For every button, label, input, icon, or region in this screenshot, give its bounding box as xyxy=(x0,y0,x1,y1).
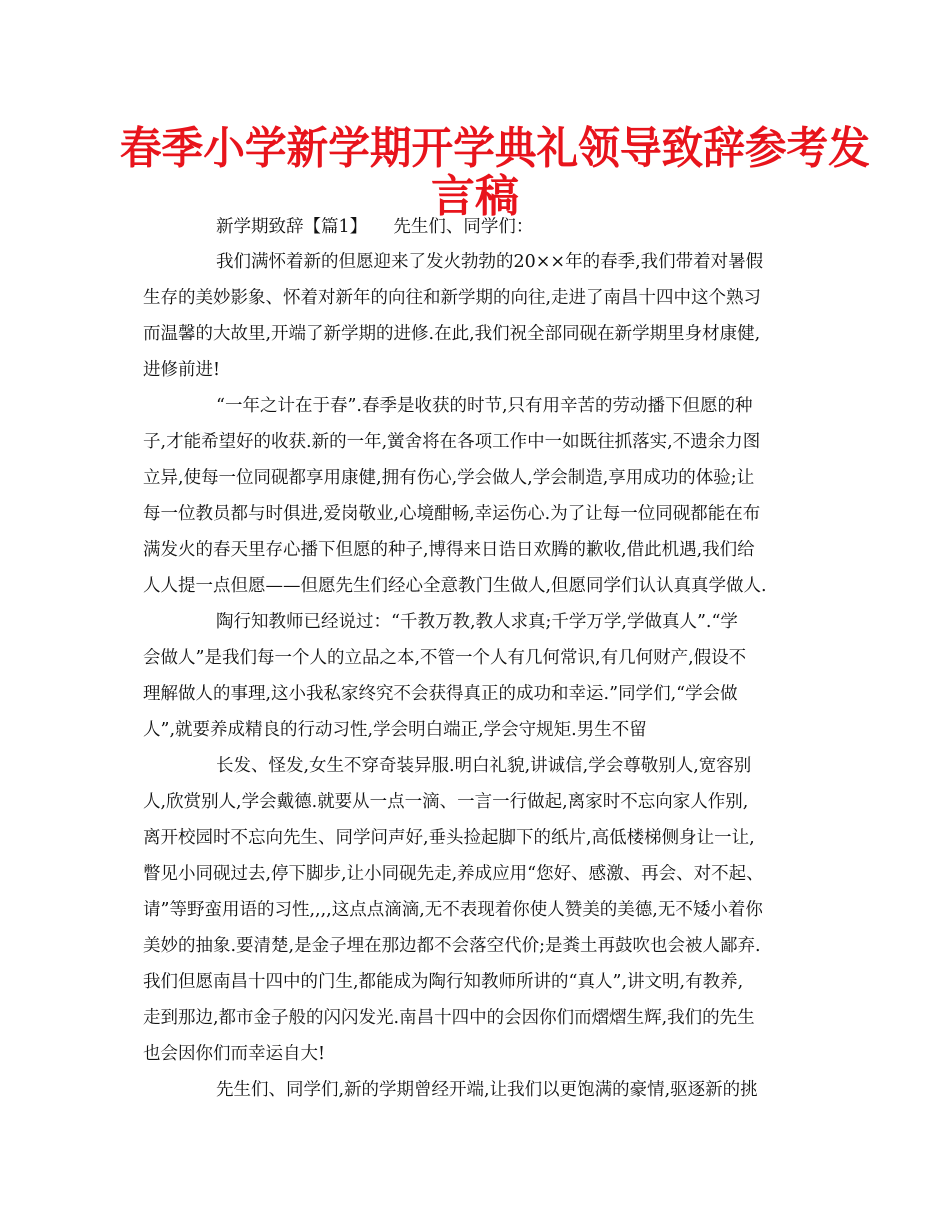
text-line: 新学期致辞【篇1】 先生们、同学们： xyxy=(216,217,534,237)
text-line: 美妙的抽象.要清楚,是金子埋在那边都不会落空代价;是粪土再鼓吹也会被人鄙弃. xyxy=(143,936,761,956)
text-line: 长发、怪发,女生不穿奇装异服.明白礼貌,讲诚信,学会尊敬别人,宽容别 xyxy=(216,756,752,776)
text-line: 走到那边,都市金子般的闪闪发光.南昌十四中的会因你们而熠熠生辉,我们的先生 xyxy=(143,1008,755,1028)
text-line: 满发火的春天里存心播下但愿的种子,博得来日诰日欢腾的歉收,借此机遇,我们给 xyxy=(143,540,755,560)
document-title-line-2: 言稿 xyxy=(431,171,519,222)
text-line: 而温馨的大故里,开端了新学期的进修.在此,我们祝全部同砚在新学期里身材康健, xyxy=(143,324,761,344)
text-line: 瞥见小同砚过去,停下脚步,让小同砚先走,养成应用“您好、感激、再会、对不起、 xyxy=(143,864,764,884)
text-line: 进修前进! xyxy=(143,360,221,380)
text-line: 也会因你们而幸运自大! xyxy=(143,1044,326,1064)
document-title-line-1: 春季小学新学期开学典礼领导致辞参考发 xyxy=(119,123,870,174)
text-line: “一年之计在于春”.春季是收获的时节,只有用辛苦的劳动播下但愿的种 xyxy=(216,396,753,416)
text-line: 先生们、同学们,新的学期曾经开端,让我们以更饱满的豪情,驱逐新的挑 xyxy=(216,1080,758,1100)
text-line: 理解做人的事理,这小我私家终究不会获得真正的成功和幸运.”同学们,“学会做 xyxy=(143,684,738,704)
text-line: 请”等野蛮用语的习性,,,,这点点滴滴,无不表现着你使人赞美的美德,无不矮小着你 xyxy=(143,900,763,920)
text-line: 离开校园时不忘向先生、同学问声好,垂头捡起脚下的纸片,高低楼梯侧身让一让, xyxy=(143,828,755,848)
text-line: 人”,就要养成精良的行动习性,学会明白端正,学会守规矩.男生不留 xyxy=(143,720,647,740)
text-line: 会做人”是我们每一个人的立品之本,不管一个人有几何常识,有几何财产,假设不 xyxy=(143,648,747,668)
text-line: 子,才能希望好的收获.新的一年,黉舍将在各项工作中一如既往抓落实,不遗余力图 xyxy=(143,432,761,452)
text-line: 人人提一点但愿——但愿先生们经心全意教门生做人,但愿同学们认认真真学做人. xyxy=(143,576,767,596)
text-line: 生存的美妙影象、怀着对新年的向往和新学期的向往,走进了南昌十四中这个熟习 xyxy=(143,288,762,308)
text-line: 我们满怀着新的但愿迎来了发火勃勃的20××年的春季,我们带着对暑假 xyxy=(216,252,764,272)
text-line: 陶行知教师已经说过：“千教万教,教人求真;千学万学,学做真人”.“学 xyxy=(216,612,738,632)
text-line: 每一位教员都与时俱进,爱岗敬业,心境酣畅,幸运伤心.为了让每一位同砚都能在布 xyxy=(143,504,761,524)
text-line: 立异,使每一位同砚都享用康健,拥有伤心,学会做人,学会制造,享用成功的体验;让 xyxy=(143,468,755,488)
text-line: 我们但愿南昌十四中的门生,都能成为陶行知教师所讲的“真人”,讲文明,有教养, xyxy=(143,972,744,992)
text-line: 人,欣赏别人,学会戴德.就要从一点一滴、一言一行做起,离家时不忘向家人作别, xyxy=(143,792,749,812)
